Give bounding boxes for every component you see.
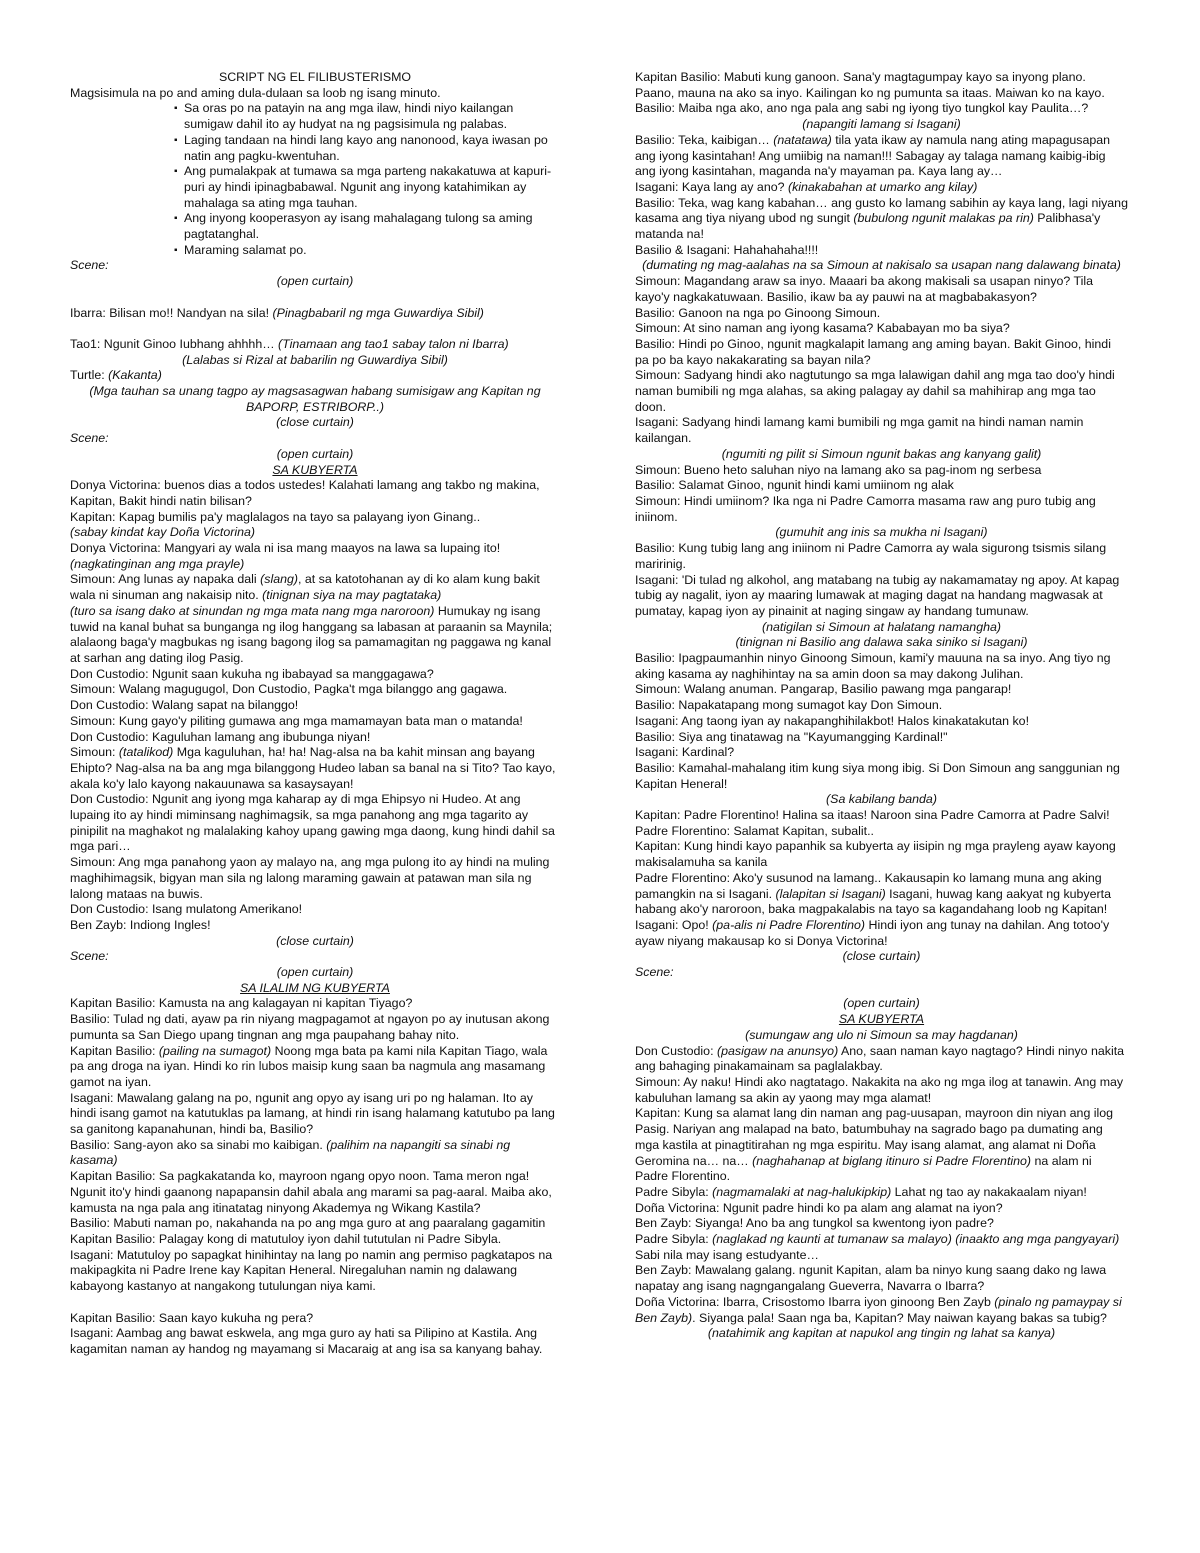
dialogue-line: Don Custodio: Ngunit ang iyong mga kaharap ay di mga Ehipsyo ni Hudeo. At ang lupaing ito ay hindi miminsang naghimagsik, sa mga panahong ang mga tagarito ay pinipilit na maghakot ng malalaking kahoy upang gawing mga daong, kung hindi dahil sa mga pari…: [70, 792, 555, 854]
dialogue-line: Padre Florentino: Salamat Kapitan, subalit..: [635, 823, 874, 838]
dialogue-line: [635, 871, 1128, 918]
stage-direction: (turo sa isang dako at sinundan ng mga mata nang mga naroroon): [70, 603, 435, 618]
dialogue-line: Basilio: Ganoon na nga po Ginoong Simoun.: [635, 305, 881, 320]
dialogue-line: Isagani: 'Di tulad ng alkohol, ang matabang na tubig ay nakamamatay ng apoy. At kapag tubig ay nagalit, iyon ay maaring lumawak at maging dagat na handang magwasak at pumatay, kapag iyon ay pinainit at naging singaw ay handang tumunaw.: [635, 572, 1120, 618]
dialogue-line: [635, 180, 1128, 196]
stage-direction: (pa-alis ni Padre Florentino): [712, 917, 866, 932]
stage-direction: (lalapitan si Isagani): [775, 886, 886, 901]
dialogue-line: Basilio: Tulad ng dati, ayaw pa rin niyang magpagamot at ngayon po ay inutusan akong pumunta sa San Diego upang tingnan ang mga paupahang bahay nito.: [70, 1012, 550, 1042]
dialogue-line: Basilio: Napakatapang mong sumagot kay Don Simoun.: [635, 698, 943, 713]
dialogue-line: Ben Zayb: Siyanga! Ano ba ang tungkol sa kwentong iyon padre?: [635, 1216, 994, 1231]
dialogue-text: Don Custodio:: [635, 1043, 717, 1058]
dialogue-text: na alam ni Padre Florentino.: [635, 1153, 1092, 1184]
stage-direction: (sumungaw ang ulo ni Simoun sa may hagdanan): [745, 1027, 1018, 1042]
right-column: [635, 70, 1128, 1342]
dialogue-text: Basilio: Sang-ayon ako sa sinabi mo kaibigan.: [70, 1137, 327, 1152]
dialogue-line: Simoun: Walang magugugol, Don Custodio, Pagka't mga bilanggo ang gagawa.: [70, 682, 508, 697]
dialogue-text: Noong mga bata pa kami nila Kapitan Tiago, wala pa ang droga na iyan. Hindi ko rin lubos maisip kung saan ba nagmula ang masamang gamot na iyan.: [70, 1043, 548, 1089]
dialogue-line: [70, 337, 560, 353]
dialogue-line: Don Custodio: Isang mulatong Amerikano!: [70, 902, 303, 917]
stage-direction: (open curtain): [276, 446, 354, 461]
dialogue-line: [70, 1044, 560, 1091]
intro-line: Magsisimula na po and aming dula-dulaan sa loob ng isang minuto.: [70, 85, 441, 100]
stage-direction: (pasigaw na anunsyo): [716, 1043, 839, 1058]
stage-direction: (open curtain): [276, 965, 354, 980]
stage-direction: (natatawa): [773, 132, 832, 147]
dialogue-line: Ben Zayb: Indiong Ingles!: [70, 917, 211, 932]
stage-direction: (napangiti lamang si Isagani): [802, 117, 961, 132]
reminder-item: ▪ Ang pumalakpak at tumawa sa mga parteng nakakatuwa at kapuri-puri ay hindi ipinagbabawal. Ngunit ang inyong katahimikan ay mahalaga sa ating mga tauhan.: [174, 164, 560, 211]
dialogue-line: Don Custodio: Walang sapat na bilanggo!: [70, 698, 299, 713]
stage-direction: (natahimik ang kapitan at napukol ang tingin ng lahat sa kanya): [707, 1326, 1056, 1341]
stage-direction: (Sa kabilang banda): [826, 792, 937, 807]
scene-heading: SA KUBYERTA: [272, 462, 358, 477]
dialogue-line: Kapitan: Padre Florentino! Halina sa itaas! Naroon sina Padre Camorra at Padre Salvi!: [635, 808, 1110, 823]
dialogue-line: [70, 604, 560, 667]
dialogue-text: Simoun:: [70, 745, 119, 760]
reminders-list: [174, 101, 560, 258]
dialogue-text: Kapitan: Kung sa alamat lang din naman ang pag-uusapan, mayroon din niyan ang ilog Pasig. Nariyan ang malapad na bato, batumbuhay na sagrado bago pa dumating ang mga kastila at pinagtitirahan ng mga espiritu. May isang alamat, ang alamat ni Doña Geromina na… na…: [635, 1106, 1114, 1168]
dialogue-line: [70, 306, 560, 322]
stage-direction: (tinignan siya na may pagtataka): [262, 588, 442, 603]
dialogue-text: Ibarra: Bilisan mo!! Nandyan na sila!: [70, 305, 273, 320]
dialogue-text: Sabi nila may isang estudyante…: [635, 1247, 819, 1262]
dialogue-line: Donya Victorina: buenos dias a todos ustedes! Kalahati lamang ang takbo ng makina, Kapitan, Bakit hindi natin bilisan?: [70, 478, 540, 508]
stage-direction: (Pinagbabaril ng mga Guwardiya Sibil): [272, 305, 484, 320]
dialogue-line: Ben Zayb: Mawalang galang. ngunit Kapitan, alam ba ninyo kung saang dako ng lawa napatay ang isang nagngangalang Gueverra, Navarra o Ibarra?: [635, 1263, 1107, 1294]
dialogue-text: . Siyanga pala! Saan nga ba, Kapitan? May naiwan kayang bakas sa tubig?: [692, 1310, 1107, 1325]
dialogue-line: Don Custodio: Kaguluhan lamang ang ibubunga niyan!: [70, 729, 371, 744]
dialogue-line: Kapitan Basilio: Palagay kong di matutuloy iyon dahil tututulan ni Padre Sibyla.: [70, 1232, 502, 1246]
stage-direction: (bubulong ngunit malakas pa rin): [853, 211, 1034, 226]
scene-label: Scene:: [70, 949, 109, 964]
dialogue-line: Basilio: Siya ang tinatawag na "Kayumangging Kardinal!": [635, 729, 948, 744]
dialogue-text: Kapitan Basilio:: [70, 1043, 159, 1058]
dialogue-line: Isagani: Mawalang galang na po, ngunit ang opyo ay isang uri po ng halaman. Ito ay hindi isang gamot na katutuklas pa lamang, at hindi rin isang halamang katutubo pa lang sa ganitong kapanahunan, hindi ba, Basilio?: [70, 1090, 555, 1137]
dialogue-text: Palibhasa'y matanda na!: [635, 211, 1101, 242]
dialogue-text: Padre Sibyla:: [635, 1184, 713, 1199]
dialogue-line: Isagani: Ang taong iyan ay nakapanghihilakbot! Halos kinakatakutan ko!: [635, 713, 1030, 728]
dialogue-line: Basilio: Ipagpaumanhin ninyo Ginoong Simoun, kami'y mauuna na sa inyo. Ang tiyo ng aking kasama ay naghihintay na sa amin doon sa may dakong Julihan.: [635, 651, 1111, 681]
dialogue-line: Basilio & Isagani: Hahahahaha!!!!: [635, 242, 819, 257]
dialogue-line: Simoun: Kung gayo'y piliting gumawa ang mga mamamayan bata man o matanda!: [70, 713, 523, 728]
stage-direction: (pailing na sumagot): [158, 1043, 272, 1058]
dialogue-line: [635, 196, 1128, 243]
dialogue-line: Doña Victorina: Ngunit padre hindi ko pa alam ang alamat na iyon?: [635, 1200, 1003, 1215]
stage-direction: (sabay kindat kay Doña Victorina): [70, 525, 256, 540]
dialogue-line: [635, 1295, 1128, 1326]
stage-direction: (kinakabahan at umarko ang kilay): [787, 179, 978, 194]
dialogue-text: Padre Florentino: Ako'y susunod na lamang.. Kakausapin ko lamang muna ang aking pamangkin na si Isagani.: [635, 870, 1102, 901]
dialogue-line: Simoun: At sino naman ang iyong kasama? Kababayan mo ba siya?: [635, 321, 1010, 336]
reminder-item: ▪ Ang inyong kooperasyon ay isang mahalagang tulong sa aming pagtatanghal.: [174, 211, 560, 242]
dialogue-text: Padre Sibyla:: [635, 1232, 713, 1247]
stage-direction: (palihim na napangiti sa sinabi ng kasama): [70, 1137, 511, 1168]
stage-direction: (pinalo ng pamaypay si Ben Zayb): [635, 1294, 1122, 1325]
dialogue-line: [635, 1232, 1128, 1263]
dialogue-line: Isagani: Sadyang hindi lamang kami bumibili ng mga gamit na hindi naman namin kailangan.: [635, 415, 1084, 446]
dialogue-line: Basilio: Kamahal-mahalang itim kung siya mong ibig. Si Don Simoun ang sanggunian ng Kapitan Heneral!: [635, 760, 1120, 791]
scene-label: Scene:: [635, 965, 674, 980]
dialogue-line: Kapitan Basilio: Saan kayo kukuha ng pera?: [70, 1310, 314, 1325]
dialogue-text: Isagani: Opo!: [635, 917, 713, 932]
script-title: SCRIPT NG EL FILIBUSTERISMO: [218, 70, 412, 84]
dialogue-text: Simoun: Ang lunas ay napaka dali: [70, 572, 261, 587]
dialogue-text: Basilio: Teka, wag kang kabahan… ang gusto ko lamang sabihin ay kaya lang, lagi niyang kasama ang tiya niyang ubod ng sungit: [635, 195, 1128, 226]
dialogue-line: [70, 745, 560, 792]
dialogue-line: Isagani: Aambag ang bawat eskwela, ang mga guro ay hati sa Pilipino at Kastila. Ang kagamitan naman ay handog ng mayamang si Macaraig at ang isa sa kanyang bahay.: [70, 1326, 543, 1356]
reminder-item: ▪ Laging tandaan na hindi lang kayo ang nanonood, kaya iwasan po natin ang pagku-kwentuhan.: [174, 133, 560, 164]
dialogue-line: [70, 572, 560, 603]
scene-label: Scene:: [70, 431, 109, 446]
dialogue-text: Isagani: Kaya lang ay ano?: [635, 179, 788, 194]
left-column: [70, 70, 560, 1358]
stage-direction: (tinignan ni Basilio ang dalawa saka siniko si Isagani): [735, 635, 1028, 650]
dialogue-text: Doña Victorina: Ibarra, Crisostomo Ibarra iyon ginoong Ben Zayb: [635, 1294, 995, 1309]
dialogue-line: Kapitan: Kapag bumilis pa'y maglalagos na tayo sa palayang iyon Ginang..: [70, 509, 481, 524]
stage-direction: (dumating ng mag-aalahas na sa Simoun at nakisalo sa usapan nang dalawang binata): [642, 258, 1121, 273]
stage-direction: (Kakanta): [108, 368, 162, 383]
dialogue-text: Humukay ng isang tuwid na kanal buhat sa bunganga ng ilog hanggang sa labasan at paraanin sa Maynila; alalaong baga'y magbukas ng isang bagong ilog sa pamamagitan ng paggawa ng kanal at sarhan ang dating ilog Pasig.: [70, 603, 553, 665]
stage-direction: (open curtain): [276, 274, 354, 289]
stage-direction: (nagkatinginan ang mga prayle): [70, 556, 245, 571]
dialogue-line: [70, 1138, 560, 1169]
dialogue-line: Donya Victorina: Mangyari ay wala ni isa mang maayos na lawa sa lupaing ito!: [70, 541, 501, 556]
dialogue-line: Kapitan: Kung hindi kayo papanhik sa kubyerta ay iisipin ng mga prayleng ayaw kayong makisalamuha sa kanila: [635, 839, 1116, 870]
stage-direction: (open curtain): [843, 996, 920, 1011]
stage-direction: (natigilan si Simoun at halatang namangha): [761, 619, 1002, 634]
dialogue-line: Don Custodio: Ngunit saan kukuha ng ibabayad sa manggagawa?: [70, 666, 434, 681]
dialogue-line: Simoun: Sadyang hindi ako nagtutungo sa mga lalawigan dahil ang mga tao doo'y hindi naman bumibili ng mga alahas, sa aking palagay ay dahil sa mahihirap ang mga tao doon.: [635, 368, 1115, 414]
stage-direction: (close curtain): [276, 415, 354, 430]
stage-direction: (Lalabas si Rizal at babarilin ng Guwardiya Sibil): [182, 352, 448, 367]
dialogue-line: [635, 1044, 1128, 1075]
dialogue-text: Basilio: Teka, kaibigan…: [635, 132, 774, 147]
dialogue-text: Tao1: Ngunit Ginoo Iubhang ahhhh…: [70, 336, 279, 351]
stage-direction: (gumuhit ang inis sa mukha ni Isagani): [775, 525, 988, 540]
dialogue-text: Hindi iyon ang tunay na dahilan. Ang totoo'y ayaw niyang makausap ko si Donya Victorina!: [635, 917, 1110, 948]
dialogue-line: Basilio: Salamat Ginoo, ngunit hindi kami umiinom ng alak: [635, 478, 954, 493]
dialogue-line: [635, 918, 1128, 949]
stage-direction: (Mga tauhan sa unang tagpo ay magsasagwan habang sumisigaw ang Kapitan ng BAPORP, ESTRIBORP..): [89, 384, 541, 414]
dialogue-line: Basilio: Kung tubig lang ang iniinom ni Padre Camorra ay wala sigurong tsismis silang maririnig.: [635, 541, 1107, 571]
dialogue-text: Ano, saan naman kayo nagtago? Hindi ninyo nakita ang bahaging pinakamainam sa paglalakbay.: [635, 1043, 1125, 1074]
dialogue-text: Lahat ng tao ay nakakaalam niyan!: [891, 1184, 1087, 1199]
stage-direction: (close curtain): [842, 949, 921, 964]
dialogue-line: Simoun: Ang mga panahong yaon ay malayo na, ang mga pulong ito ay hindi na muling maghihimagsik, bigyan man sila ng lalong maraming gawain at patawan man sila ng lalong mataas na buwis.: [70, 855, 550, 901]
dialogue-line: Simoun: Ay naku! Hindi ako nagtatago. Nakakita na ako ng mga ilog at tanawin. Ang may kabuluhan lamang sa akin ay yaong may mga alamat!: [635, 1074, 1124, 1105]
dialogue-line: Simoun: Walang anuman. Pangarap, Basilio pawang mga pangarap!: [635, 682, 1012, 697]
dialogue-text: Mga kaguluhan, ha! ha! Nag-alsa na ba kahit minsan ang bayang Ehipto? Nag-alsa na ba ang mga bilanggong Hudeo laban sa banal na si Tito? Tao kayo, akala ko'y lalo kayong nakauunawa sa kasaysayan!: [70, 745, 556, 791]
dialogue-line: [635, 133, 1128, 180]
stage-direction: (Tinamaan ang tao1 sabay talon ni Ibarra): [278, 336, 509, 351]
reminder-item: ▪ Maraming salamat po.: [174, 243, 560, 259]
dialogue-text: Turtle:: [70, 368, 109, 383]
dialogue-line: Simoun: Bueno heto saluhan niyo na lamang ako sa pag-inom ng serbesa: [635, 462, 1042, 477]
stage-direction: (nagmamalaki at nag-halukipkip): [712, 1184, 892, 1199]
scene-heading: SA KUBYERTA: [838, 1012, 925, 1027]
dialogue-line: Isagani: Matutuloy po sapagkat hinihintay na lang po namin ang permiso pagkatapos na makipagkita ni Padre Irene kay Kapitan Heneral. Niregaluhan namin ng dalawang kabayong kastanyo at nangakong tutulungan niya kami.: [70, 1247, 553, 1294]
dialogue-line: Isagani: Kardinal?: [635, 745, 735, 760]
dialogue-line: Simoun: Hindi umiinom? Ika nga ni Padre Camorra masama raw ang puro tubig ang iniinom.: [635, 493, 1096, 524]
dialogue-line: Kapitan Basilio: Kamusta na ang kalagayan ni kapitan Tiyago?: [70, 996, 413, 1011]
dialogue-line: Simoun: Magandang araw sa inyo. Maaari ba akong makisali sa usapan ninyo? Tila kayo'y nagkakatuwaan. Basilio, ikaw ba ay pauwi na at magbabakasyon?: [635, 274, 1094, 304]
dialogue-text: , at sa katotohanan ay di ko alam kung bakit wala ni sinuman ang nakaisip nito.: [70, 572, 540, 603]
scene-label: Scene:: [70, 258, 109, 273]
dialogue-line: [70, 368, 560, 384]
scene-heading: SA ILALIM NG KUBYERTA: [240, 980, 390, 995]
dialogue-text: Isagani, huwag kang aakyat ng kubyerta habang ako'y naroroon, baka magpakalabis na tayo sa kagandahang loob ng Kapitan!: [635, 886, 1111, 917]
dialogue-line: Basilio: Hindi po Ginoo, ngunit magkalapit lamang ang aming bayan. Bakit Ginoo, hindi pa po ba kayo nakakarating sa bayan nila?: [635, 336, 1111, 367]
stage-direction: (ngumiti ng pilit si Simoun ngunit bakas ang kanyang galit): [721, 446, 1042, 461]
dialogue-line: [635, 1106, 1128, 1185]
dialogue-line: [635, 1185, 1128, 1201]
stage-direction: (naglakad ng kaunti at tumanaw sa malayo) (inaakto ang mga pangyayari): [712, 1232, 1120, 1247]
dialogue-text: tila yata ikaw ay namula nang ating mapagusapan ang iyong kasintahan! Ang umiibig na naman!!! Sabagay ay talaga namang kaibig-ibig ang iyong kasintahan, maganda na'y mayaman pa. Kaya lang ay…: [635, 132, 1111, 179]
reminder-item: ▪ Sa oras po na patayin na ang mga ilaw, hindi niyo kailangan sumigaw dahil ito ay hudyat na ng pagsisimula ng palabas.: [174, 101, 560, 132]
dialogue-line: Basilio: Mabuti naman po, nakahanda na po ang mga guro at ang paaralang gagamitin: [70, 1216, 546, 1231]
stage-direction: (slang): [260, 572, 298, 587]
dialogue-line: Kapitan Basilio: Mabuti kung ganoon. Sana'y magtagumpay kayo sa inyong plano. Paano, mauna na ako sa inyo. Kailingan ko ng pumunta sa itaas. Maiwan ko na kayo.: [635, 70, 1105, 100]
stage-direction: (close curtain): [276, 933, 354, 948]
stage-direction: (tatalikod): [118, 745, 174, 760]
dialogue-line: Kapitan Basilio: Sa pagkakatanda ko, mayroon ngang opyo noon. Tama meron nga! Ngunit ito'y hindi gaanong napapansin dahil abala ang marami sa pag-aaral. Maiba ako, kamusta na nga pala ang itinatatag ninyong Akademya ng Wikang Kastila?: [70, 1169, 552, 1215]
stage-direction: (naghahanap at biglang itinuro si Padre Florentino): [752, 1153, 1032, 1168]
dialogue-line: Basilio: Maiba nga ako, ano nga pala ang sabi ng iyong tiyo tungkol kay Paulita…?: [635, 101, 1089, 116]
